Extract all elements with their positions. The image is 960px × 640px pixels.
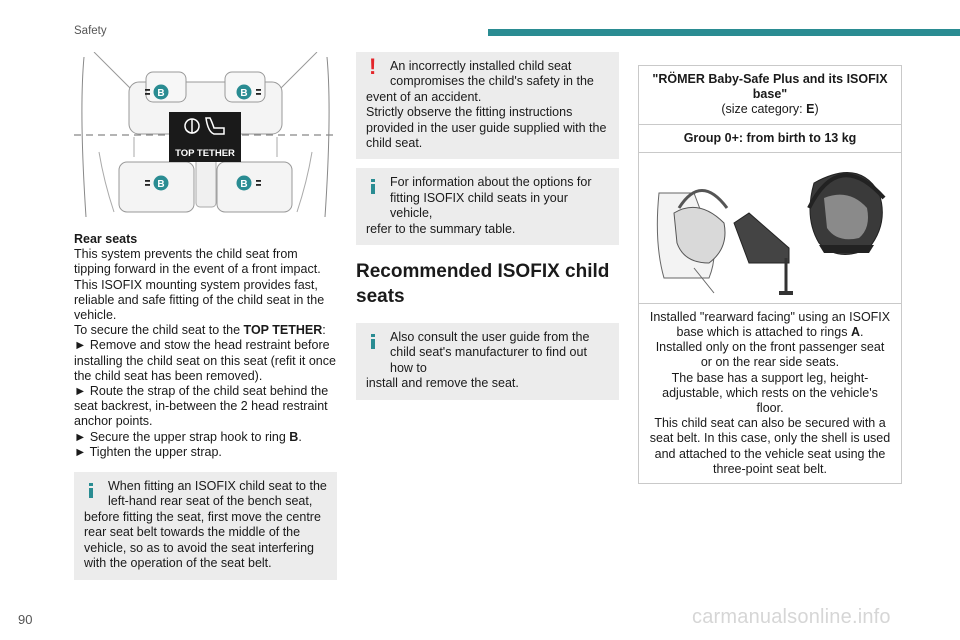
info-icon [89, 483, 93, 497]
section-title: Recommended ISOFIX child seats [356, 261, 610, 308]
step-item: ► Route the strap of the child seat behind the seat backrest, in-between the 2 head restraint anchor points. [74, 384, 329, 429]
top-tether-label: TOP TETHER [175, 148, 235, 159]
group-cell: Group 0+: from birth to 13 kg [639, 124, 901, 152]
child-seat-illustration [639, 153, 901, 303]
svg-text:B: B [157, 179, 165, 190]
warning-icon: ! [369, 54, 377, 79]
svg-text:B: B [157, 88, 165, 99]
step-item: ► Tighten the upper strap. [74, 444, 222, 459]
paragraph: To secure the child seat to the TOP TETHER: [74, 323, 326, 338]
running-header: Safety [74, 25, 107, 37]
column-right [638, 65, 902, 484]
info-icon [371, 334, 375, 348]
info-box: When fitting an ISOFIX child seat to the left-hand rear seat of the bench seat, before fitting the seat, first move the centre rear seat belt towards the middle of the vehicle, so as to avoid the seat interfering with the operation of the seat belt. [74, 472, 337, 580]
paragraph: This system prevents the child seat from tipping forward in the event of a front impact. [74, 247, 321, 277]
watermark: carmanualsonline.info [692, 606, 891, 628]
warning-box: ! An incorrectly installed child seat compromises the child's safety in the event of an accident. Strictly observe the fitting instructions provided in the user guide supplied with the child seat. [356, 52, 619, 159]
info-box: For information about the options for fitting ISOFIX child seats in your vehicle, refer to the summary table. [356, 168, 619, 245]
svg-text:B: B [240, 179, 248, 190]
child-seat-image-cell [639, 152, 901, 303]
header-accent-bar [488, 29, 960, 36]
rear-seat-diagram-drawing [74, 52, 337, 222]
step-item: ► Remove and stow the head restraint before installing the child seat on this seat (refit it once the child seat has been removed). [74, 338, 336, 383]
info-box: Also consult the user guide from the child seat's manufacturer to find out how to install and remove the seat. [356, 323, 619, 400]
step-item: ► Secure the upper strap hook to ring B. [74, 429, 302, 444]
rear-seats-heading: Rear seats [74, 232, 138, 246]
child-seat-table [638, 65, 902, 484]
svg-text:B: B [240, 88, 248, 99]
rear-seat-diagram [74, 52, 337, 222]
column-middle [356, 52, 619, 400]
description-cell: Installed "rearward facing" using an ISOFIX base which is attached to rings A. Installed only on the front passenger seat or on the rear side seats. The base has a support leg, height-adjustable, which rests on the vehicle's floor. This child seat can also be secured with a seat belt. In this case, only the shell is used and attached to the vehicle seat using the three-point seat belt. [639, 303, 901, 483]
page-number: 90 [18, 612, 33, 627]
column-left [74, 52, 337, 580]
rear-seats-text [74, 232, 337, 460]
paragraph: This ISOFIX mounting system provides fast, reliable and safe fitting of the child seat in the vehicle. [74, 277, 325, 323]
info-icon [371, 179, 375, 193]
product-name-cell: "RÖMER Baby-Safe Plus and its ISOFIX base" (size category: E) [652, 72, 888, 117]
